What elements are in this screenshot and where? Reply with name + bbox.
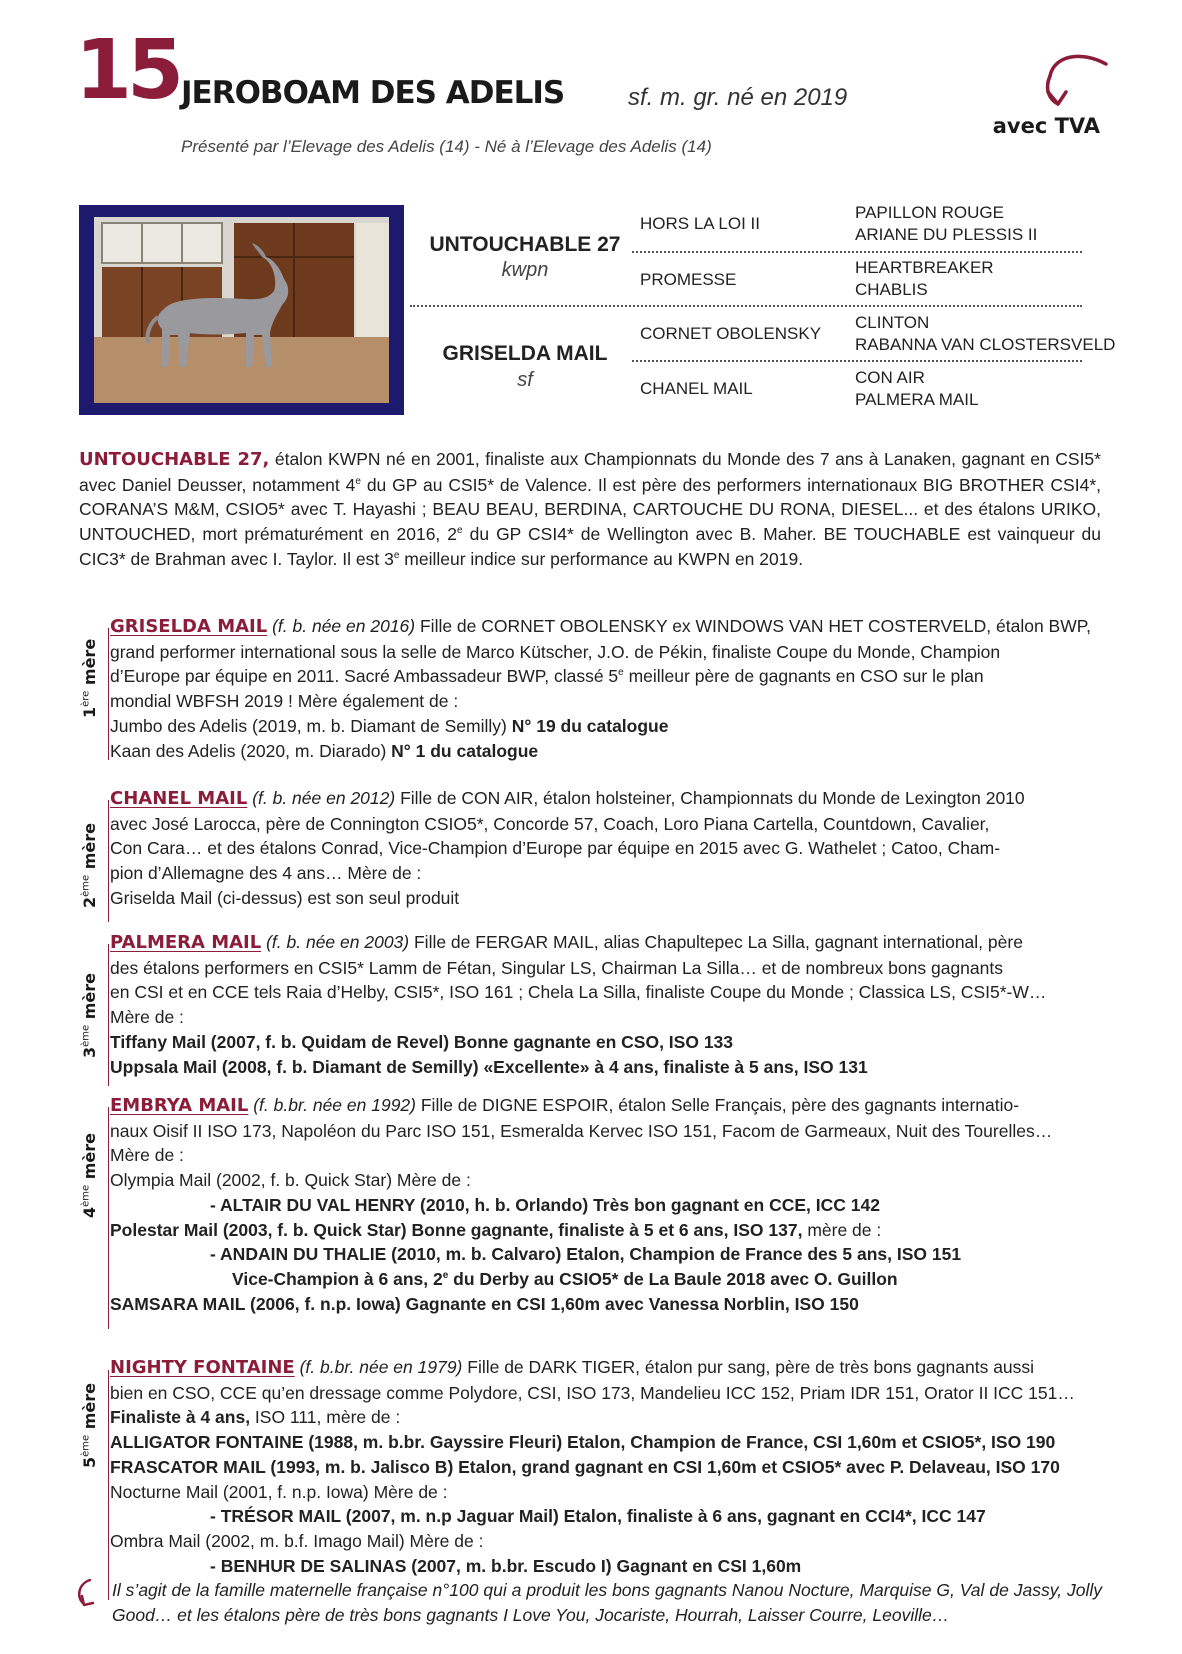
generation-5-text: NIGHTY FONTAINE (f. b.br. née en 1979) Fille de DARK TIGER, étalon pur sang, père de très bons gagnants aussi bien en CSO, CCE qu’en dressage comme Polydore, CSI, ISO 173, Mandelieu ICC 152, Priam IDR 151, Orator II ICC 151… Finaliste à 4 ans, ISO 111, mère de : ALLIGATOR FONTAINE (1988, m. b.br. Gayssire Fleuri) Etalon, Champion de France, CSI 1,60m et CSIO5*, ISO 190 FRASCATOR MAIL (1993, m. b. Jalisco B) Etalon, grand gagnant en CSI 1,60m et CSIO5* avec P. Delaveau, ISO 170 Nocturne Mail (2001, f. n.p. Iowa) Mère de : - TRÉSOR MAIL (2007, m. n.p Jaguar Mail) Etalon, finaliste à 6 ans, gagnant en CCI4*, ICC 147 Ombra Mail (2002, m. b.f. Imago Mail) Mère de : - BENHUR DE SALINAS (2007, m. b.br. Escudo I) Gagnant en CSI 1,60m	[110, 1357, 1075, 1576]
generation-label-4: 4ème mère	[80, 1132, 99, 1218]
pedigree-dam-dam: CHANEL MAIL	[640, 379, 753, 398]
sire-description	[79, 447, 1101, 572]
horse-photo-frame	[79, 205, 404, 415]
curved-arrow-icon	[1040, 46, 1120, 110]
generation-3-text: PALMERA MAIL (f. b. née en 2003) Fille de FERGAR MAIL, alias Chapultepec La Silla, gagnant international, père des étalons performers en CSI5* Lamm de Fétan, Singular LS, Chairman La Silla… et de nombreux bons gagnants en CSI et en CCE tels Raia d’Helby, CSI5*, ISO 161 ; Chela La Silla, finaliste Coupe du Monde ; Classica LS, CSI5*-W… Mère de : Tiffany Mail (2007, f. b. Quidam de Revel) Bonne gagnante en CSO, ISO 133 Uppsala Mail (2008, f. b. Diamant de Semilly) «Excellente» à 4 ans, finaliste à 5 ans, ISO 131	[110, 932, 1047, 1077]
generation-bar	[108, 1370, 109, 1600]
generation-1-text: GRISELDA MAIL (f. b. née en 2016) Fille de CORNET OBOLENSKY ex WINDOWS VAN HET COSTERVELD, étalon BWP, grand performer international sous la selle de Marco Kütscher, J.O. de Pékin, finaliste Coupe du Monde, Champion d’Europe par équipe en 2011. Sacré Ambassadeur BWP, classé 5e meilleur père de gagnants en CSO sur le plan mondial WBFSH 2019 ! Mère également de : Jumbo des Adelis (2019, m. b. Diamant de Semilly) N° 19 du catalogue Kaan des Adelis (2020, m. Diarado) N° 1 du catalogue	[110, 616, 1092, 761]
generation-label-3: 3ème mère	[80, 972, 99, 1058]
generation-4-text: EMBRYA MAIL (f. b.br. née en 1992) Fille de DIGNE ESPOIR, étalon Selle Français, père des gagnants internatio- naux Oisif II ISO 173, Napoléon du Parc ISO 151, Esmeralda Kervec ISO 151, Facom de Garmeaux, Nuit des Tourelles… Mère de : Olympia Mail (2002, f. b. Quick Star) Mère de : - ALTAIR DU VAL HENRY (2010, h. b. Orlando) Très bon gagnant en CCE, ICC 142 Polestar Mail (2003, f. b. Quick Star) Bonne gagnante, finaliste à 5 et 6 ans, ISO 137, mère de : - ANDAIN DU THALIE (2010, m. b. Calvaro) Etalon, Champion de France des 5 ans, ISO 151 Vice-Champion à 6 ans, 2e du Derby au CSIO5* de La Baule 2018 avec O. Guillon SAMSARA MAIL (2006, f. n.p. Iowa) Gagnante en CSI 1,60m avec Vanessa Norblin, ISO 150	[110, 1095, 1053, 1314]
superscript: e	[355, 475, 361, 487]
pedigree-gen3-2: ARIANE DU PLESSIS II	[855, 225, 1038, 244]
generation-2-text: CHANEL MAIL (f. b. née en 2012) Fille de CON AIR, étalon holsteiner, Championnats du Monde de Lexington 2010 avec José Larocca, père de Connington CSIO5*, Concorde 57, Coach, Loro Piana Cartella, Countdown, Cavalier, Con Cara… et des étalons Conrad, Vice-Champion d’Europe par équipe en 2015 avec G. Wathelet ; Catoo, Cham- pion d’Allemagne des 4 ans… Mère de : Griselda Mail (ci-dessus) est son seul produit	[110, 788, 1025, 908]
generation-label-2: 2ème mère	[80, 822, 99, 908]
pedigree-divider	[632, 360, 1082, 362]
dam-name: CHANEL MAIL	[110, 788, 248, 809]
pedigree-dam-sire: CORNET OBOLENSKY	[640, 324, 822, 343]
pedigree-divider-main	[410, 305, 1082, 307]
presented-by: Présenté par l’Elevage des Adelis (14) - Né à l’Elevage des Adelis (14)	[181, 137, 712, 156]
sire-description-text: du GP CSI4* de Wellington avec B. Maher. BE TOUCHABLE est vainqueur du CIC3* de Brahman avec I. Taylor. Il est 3	[79, 524, 1102, 569]
pedigree-gen3-6: RABANNA VAN CLOSTERSVELD	[855, 335, 1116, 354]
pedigree-gen3-8: PALMERA MAIL	[855, 390, 979, 409]
tva-label: avec TVA	[992, 114, 1100, 138]
superscript: e	[457, 525, 463, 537]
horse-name: JEROBOAM DES ADELIS	[181, 75, 565, 111]
dam-name: EMBRYA MAIL	[110, 1095, 249, 1116]
superscript: e	[393, 549, 400, 561]
pedigree-dam: GRISELDA MAIL	[442, 342, 608, 365]
pedigree-sire-breed: kwpn	[501, 259, 549, 281]
horse-photo	[94, 217, 389, 403]
sire-description-lead: UNTOUCHABLE 27,	[79, 449, 270, 470]
dam-name: NIGHTY FONTAINE	[110, 1357, 295, 1378]
sire-description-text: meilleur indice sur performance au KWPN en 2019.	[399, 548, 804, 569]
generation-bar	[108, 800, 109, 922]
lot-number: 15	[75, 23, 180, 118]
pedigree-gen3-4: CHABLIS	[855, 280, 928, 299]
dam-name: PALMERA MAIL	[110, 932, 262, 953]
generation-label-1: 1ère mère	[80, 638, 99, 718]
generation-label-5: 5ème mère	[80, 1382, 99, 1468]
generation-bar	[108, 944, 109, 1086]
pedigree-sire: UNTOUCHABLE 27	[429, 233, 621, 256]
generation-bar	[108, 1107, 109, 1329]
pedigree-gen3-1: PAPILLON ROUGE	[855, 203, 1004, 222]
pedigree-gen3-7: CON AIR	[855, 368, 925, 387]
dam-name: GRISELDA MAIL	[110, 616, 268, 637]
pedigree-divider	[632, 251, 1082, 253]
pedigree-sire-sire: HORS LA LOI II	[640, 214, 760, 233]
generation-bar	[108, 628, 109, 760]
horse-description: sf. m. gr. né en 2019	[628, 84, 848, 111]
pedigree-dam-breed: sf	[517, 369, 533, 391]
hook-arrow-icon	[72, 1576, 100, 1610]
pedigree-gen3-5: CLINTON	[855, 313, 930, 332]
sire-description-text: du GP au CSI5* de Valence. Il est père des performers internationaux BIG BROTHER CSI4*, CORANA’S M&M, CSIO5* avec T. Hayashi ; BEAU BEAU, BERDINA, CARTOUCHE DU RONA, DIESEL... et des étalons URIKO, UNTOUCHED, mort prématurément en 2016, 2	[79, 474, 1101, 545]
sire-description-text: étalon KWPN né en 2001, finaliste aux Championnats du Monde des 7 ans à Lanaken, gagnant en CSI5* avec Daniel Deusser, notamment 4	[79, 449, 1101, 495]
footer-note: Il s’agit de la famille maternelle française n°100 qui a produit les bons gagnants Nanou Nocture, Marquise G, Val de Jassy, Jolly Good… et les étalons père de très bons gagnants I Love You, Jocariste, Hourrah, Laisser Courre, Leoville…	[112, 1580, 1102, 1625]
pedigree-gen3-3: HEARTBREAKER	[855, 258, 994, 277]
pedigree-sire-dam: PROMESSE	[640, 270, 737, 289]
